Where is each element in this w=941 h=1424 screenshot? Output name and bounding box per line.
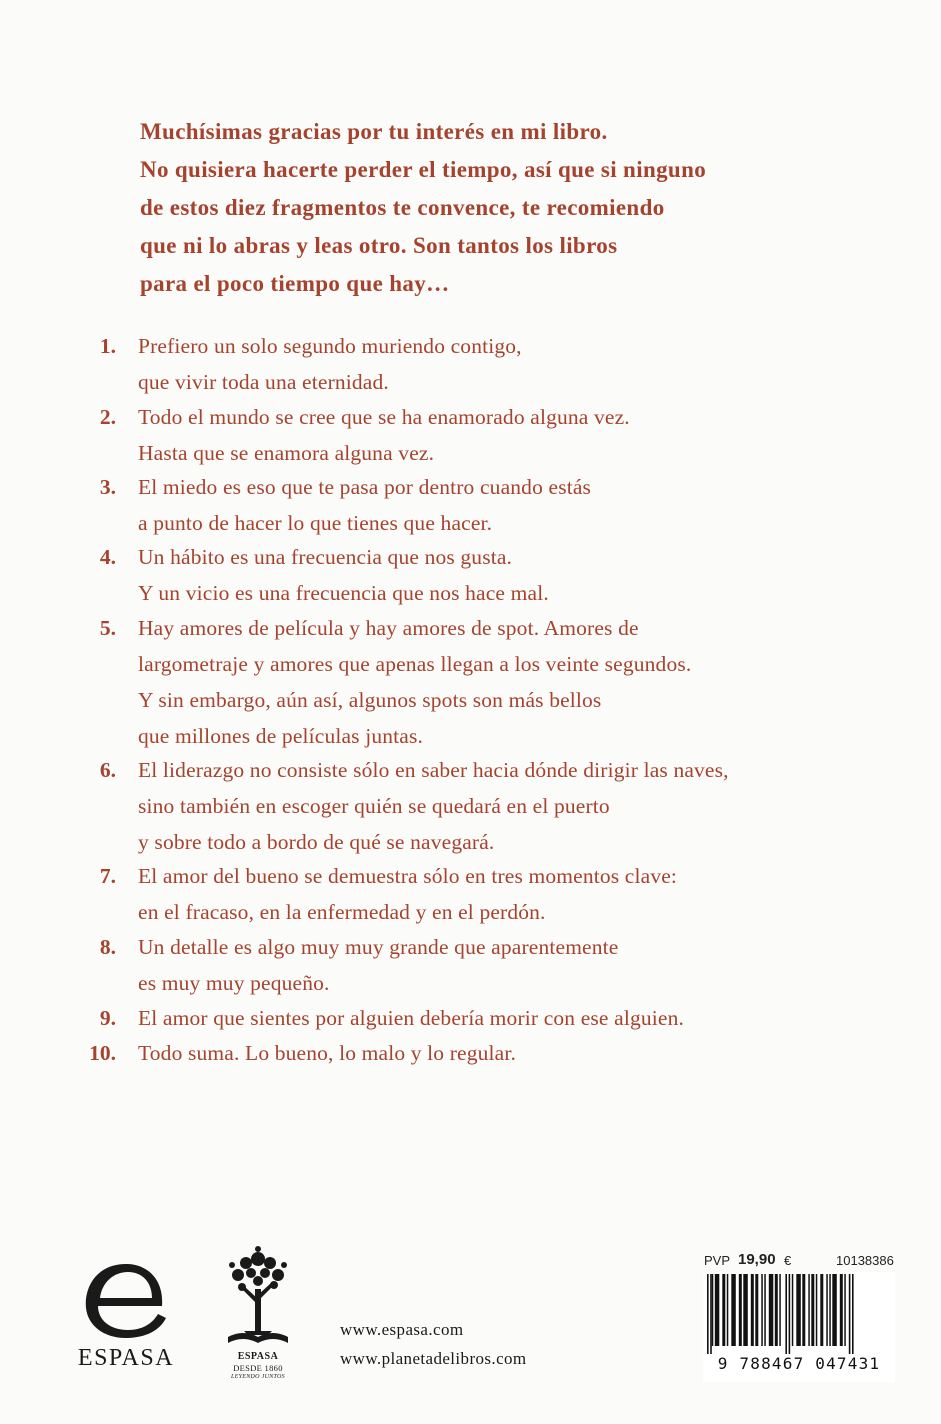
barcode-bar: [725, 1274, 727, 1346]
barcode-bar: [731, 1274, 736, 1346]
fragment-line: El miedo es eso que te pasa por dentro cuando estás: [138, 475, 592, 499]
barcode-bar: [736, 1274, 739, 1346]
barcode-bar: [816, 1274, 818, 1346]
barcode-bar: [739, 1274, 742, 1346]
barcode-bar: [849, 1274, 851, 1354]
fragment-line: El amor que sientes por alguien debería morir con ese alguien.: [138, 1006, 685, 1030]
fragment-line: sino también en escoger quién se quedará en el puerto: [138, 794, 610, 818]
barcode-bar: [763, 1274, 765, 1346]
barcode-bar: [775, 1274, 778, 1346]
barcode-bar: [751, 1274, 754, 1346]
barcode-bar: [710, 1274, 712, 1354]
price-currency: €: [784, 1253, 792, 1268]
fragment-line: Un detalle es algo muy muy grande que aparentemente: [138, 935, 619, 959]
barcode-bar: [796, 1274, 801, 1346]
fragment-line: Todo el mundo se cree que se ha enamorado alguna vez.: [138, 405, 630, 429]
fragment-number: 5.: [99, 616, 116, 640]
fragment-line: a punto de hacer lo que tienes que hacer.: [138, 511, 493, 535]
price-info: [704, 1250, 894, 1272]
tree-logo-name: ESPASA: [237, 1351, 279, 1362]
isbn-digits: 9 788467 047431: [717, 1354, 881, 1373]
barcode-bar: [773, 1274, 775, 1346]
intro-line: para el poco tiempo que hay…: [140, 271, 450, 296]
intro-paragraph: [140, 113, 800, 303]
barcode-bar: [709, 1274, 711, 1354]
product-code: 10138386: [836, 1253, 894, 1268]
barcode-bar: [785, 1274, 787, 1354]
fragment-number: 7.: [99, 864, 116, 888]
price-value: 19,90: [738, 1251, 776, 1268]
barcode-bar: [831, 1274, 833, 1346]
barcode-bar: [781, 1274, 784, 1346]
fragment-line: Y un vicio es una frecuencia que nos hace mal.: [138, 581, 549, 605]
fragment-number: 6.: [99, 758, 116, 782]
espasa-logo: [66, 1258, 186, 1374]
barcode-bar: [826, 1274, 828, 1346]
barcode-bar: [787, 1274, 789, 1354]
fragment-line: que vivir toda una eternidad.: [138, 370, 389, 394]
barcode-bar: [764, 1274, 766, 1346]
barcode-bar: [802, 1274, 805, 1346]
barcode-bar: [850, 1274, 852, 1354]
barcode-bar: [811, 1274, 814, 1346]
barcode-bar: [722, 1274, 725, 1346]
fragment-line: Hasta que se enamora alguna vez.: [138, 441, 435, 465]
barcode-bar: [748, 1274, 751, 1346]
tree-book-icon: [218, 1245, 298, 1349]
tree-logo-motto: LEYENDO JUNTOS: [231, 1374, 285, 1380]
barcode-bars-icon: [703, 1272, 895, 1354]
barcode-bar: [805, 1274, 808, 1346]
barcode-bar: [817, 1274, 820, 1346]
barcode-bar: [829, 1274, 831, 1346]
tree-logo-since: DESDE 1860: [233, 1363, 283, 1373]
fragment-line: y sobre todo a bordo de qué se navegará.: [138, 830, 495, 854]
fragment-line: Hay amores de película y hay amores de spot. Amores de: [138, 616, 639, 640]
barcode-bar: [713, 1274, 715, 1346]
barcode-bar: [828, 1274, 830, 1346]
barcode-bar: [779, 1274, 781, 1346]
barcode-bar: [846, 1274, 849, 1346]
barcode-bar: [789, 1274, 791, 1354]
fragment-number: 8.: [99, 935, 116, 959]
website-link[interactable]: www.planetadelibros.com: [340, 1349, 527, 1368]
fragment-line: El liderazgo no consiste sólo en saber hacia dónde dirigir las naves,: [138, 758, 729, 782]
isbn-barcode: [703, 1272, 895, 1382]
intro-line: No quisiera hacerte perder el tiempo, así que si ninguno: [140, 157, 707, 182]
barcode-bar: [727, 1274, 729, 1346]
barcode-bar: [766, 1274, 769, 1346]
fragment-line: largometraje y amores que apenas llegan a los veinte segundos.: [138, 652, 692, 676]
barcode-bar: [707, 1274, 709, 1354]
barcode-bar: [769, 1274, 774, 1346]
intro-line: Muchísimas gracias por tu interés en mi libro.: [140, 119, 608, 144]
fragment-number: 1.: [99, 334, 116, 358]
fragment-line: Y sin embargo, aún así, algunos spots son más bellos: [138, 688, 602, 712]
barcode-bar: [814, 1274, 816, 1346]
price-label: PVP: [704, 1253, 731, 1268]
fragment-line: es muy muy pequeño.: [138, 971, 330, 995]
fragment-line: que millones de películas juntas.: [138, 724, 423, 748]
fragment-number: 9.: [99, 1006, 116, 1030]
fragment-line: en el fracaso, en la enfermedad y en el perdón.: [138, 900, 546, 924]
website-link[interactable]: www.espasa.com: [340, 1320, 464, 1339]
intro-line: que ni lo abras y leas otro. Son tantos los libros: [140, 233, 618, 258]
barcode-bar: [743, 1274, 748, 1346]
barcode-bar: [758, 1274, 761, 1346]
barcode-bar: [790, 1274, 792, 1354]
barcode-bar: [715, 1274, 720, 1346]
barcode-bar: [844, 1274, 846, 1346]
fragment-line: El amor del bueno se demuestra sólo en tres momentos clave:: [138, 864, 678, 888]
barcode-bar: [784, 1274, 786, 1354]
fragment-number: 10.: [89, 1041, 116, 1065]
barcode-bar: [808, 1274, 810, 1346]
espasa-tree-logo: [218, 1245, 298, 1385]
barcode-bar: [852, 1274, 854, 1354]
fragment-line: Un hábito es una frecuencia que nos gusta.: [138, 545, 513, 569]
barcode-bar: [719, 1274, 722, 1346]
fragment-number: 4.: [99, 545, 116, 569]
barcode-bar: [793, 1274, 796, 1346]
fragment-number: 3.: [99, 475, 116, 499]
barcode-bar: [712, 1274, 714, 1346]
barcode-bar: [728, 1274, 731, 1346]
fragment-line: Prefiero un solo segundo muriendo contigo,: [138, 334, 522, 358]
fragment-number: 2.: [99, 405, 116, 429]
barcode-bar: [792, 1274, 794, 1346]
barcode-bar: [820, 1274, 823, 1346]
barcode-bar: [755, 1274, 758, 1346]
espasa-emblem-icon: [66, 1258, 186, 1346]
barcode-bar: [810, 1274, 812, 1346]
barcode-bar: [778, 1274, 780, 1346]
barcode-bar: [742, 1274, 744, 1346]
publisher-name: ESPASA: [77, 1345, 175, 1371]
barcode-bar: [840, 1274, 843, 1346]
barcode-bar: [761, 1274, 763, 1346]
barcode-bar: [843, 1274, 845, 1346]
barcode-bar: [832, 1274, 837, 1346]
barcode-bar: [837, 1274, 840, 1346]
barcode-bar: [823, 1274, 826, 1346]
barcode-bar: [801, 1274, 803, 1346]
barcode-bar: [754, 1274, 756, 1346]
fragment-line: Todo suma. Lo bueno, lo malo y lo regular.: [138, 1041, 516, 1065]
intro-line: de estos diez fragmentos te convence, te recomiendo: [140, 195, 665, 220]
